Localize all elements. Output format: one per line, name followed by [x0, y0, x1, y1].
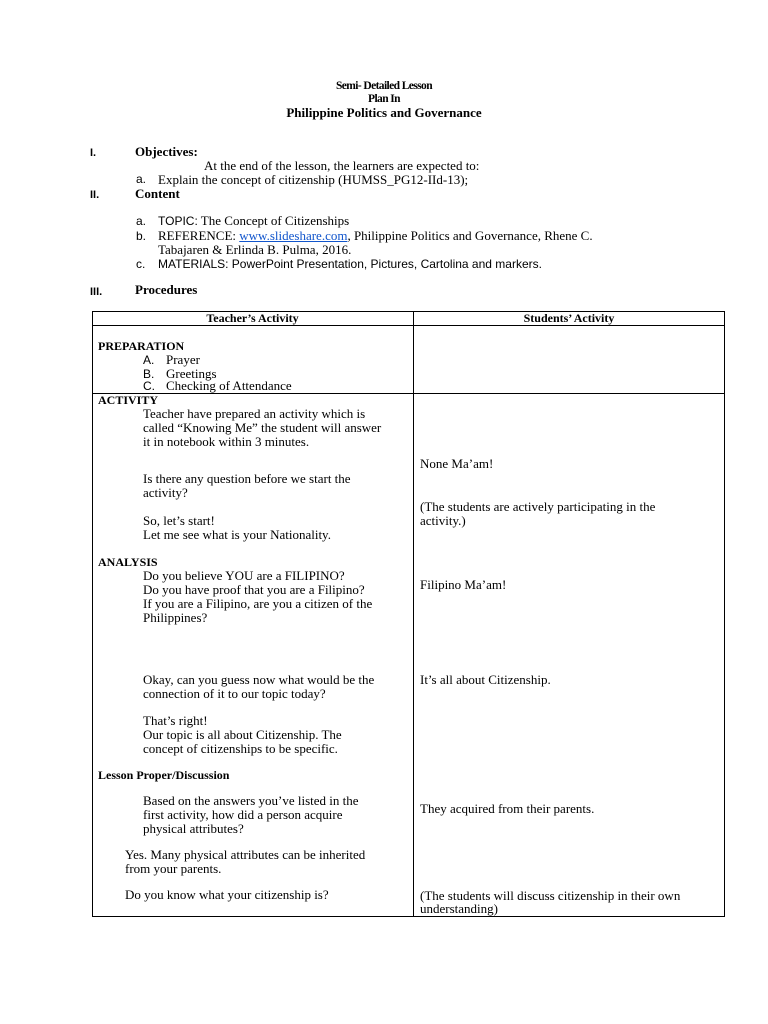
prep-marker-c: C.: [143, 379, 155, 393]
discussion-teacher-inherited: from your parents.: [125, 861, 222, 876]
discussion-student-note: (The students will discuss citizenship in their own: [420, 888, 681, 903]
reference-link[interactable]: www.slideshare.com: [239, 228, 348, 243]
analysis-teacher-topic: concept of citizenships to be specific.: [143, 741, 338, 756]
content-ref-label: REFERENCE:: [158, 228, 237, 243]
discussion-teacher-inherited: Yes. Many physical attributes can be inherited: [125, 847, 366, 862]
analysis-teacher-topic: Our topic is all about Citizenship. The: [143, 727, 342, 742]
objective-item-marker: a.: [136, 172, 147, 186]
content-ref-marker: b.: [136, 229, 147, 243]
activity-teacher-question: Is there any question before we start the: [143, 471, 351, 486]
prep-item-attendance: Checking of Attendance: [166, 378, 292, 393]
section-numeral-content: II.: [90, 189, 100, 201]
content-mat-marker: c.: [136, 257, 146, 271]
analysis-teacher-question: Do you believe YOU are a FILIPINO?: [143, 568, 345, 583]
discussion-student-note: understanding): [420, 901, 498, 916]
section-numeral-procedures: III.: [90, 286, 103, 298]
prep-marker-b: B.: [143, 367, 155, 381]
discussion-student-response: They acquired from their parents.: [420, 801, 595, 816]
activity-student-note: activity.): [420, 513, 466, 528]
content-heading: Content: [135, 186, 180, 201]
section-numeral-objectives: I.: [90, 147, 97, 159]
col-header-students: Students’ Activity: [523, 311, 615, 325]
activity-teacher-start: So, let’s start!: [143, 513, 215, 528]
table-border-left: [92, 311, 93, 917]
discussion-teacher-question: physical attributes?: [143, 821, 244, 836]
discussion-heading: Lesson Proper/Discussion: [98, 768, 230, 782]
activity-student-note: (The students are actively participating in the: [420, 499, 656, 514]
prep-item-prayer: Prayer: [166, 352, 200, 367]
analysis-teacher-question: Philippines?: [143, 610, 208, 625]
content-mat-label: MATERIALS:: [158, 257, 229, 271]
analysis-teacher-question: If you are a Filipino, are you a citizen of the: [143, 596, 373, 611]
content-ref-rest: , Philippine Politics and Governance, Rhene C.: [347, 228, 593, 243]
activity-teacher-text: it in notebook within 3 minutes.: [143, 434, 310, 449]
objective-item-text: Explain the concept of citizenship (HUMSS_PG12-IId-13);: [158, 172, 469, 187]
analysis-heading: ANALYSIS: [98, 555, 158, 569]
activity-teacher-text: Teacher have prepared an activity which is: [143, 406, 366, 421]
content-topic: [158, 213, 349, 229]
doc-title-subject: Philippine Politics and Governance: [286, 105, 482, 120]
table-border-bottom: [92, 916, 725, 917]
prep-marker-a: A.: [143, 353, 155, 367]
procedures-heading: Procedures: [135, 282, 198, 297]
discussion-teacher-question: first activity, how did a person acquire: [143, 807, 343, 822]
content-ref-line2: Tabajaren & Erlinda B. Pulma, 2016.: [158, 242, 352, 257]
discussion-teacher-question: Based on the answers you’ve listed in the: [143, 793, 359, 808]
analysis-teacher-question: Do you have proof that you are a Filipino?: [143, 582, 365, 597]
doc-title-line2: Plan In: [368, 93, 400, 105]
prep-item-greetings: Greetings: [166, 366, 217, 381]
content-materials: [158, 256, 542, 272]
content-topic-marker: a.: [136, 214, 147, 228]
preparation-heading: PREPARATION: [98, 339, 185, 353]
analysis-teacher-connection: connection of it to our topic today?: [143, 686, 326, 701]
discussion-teacher-citizenship: Do you know what your citizenship is?: [125, 887, 329, 902]
analysis-student-response: Filipino Ma’am!: [420, 577, 507, 592]
col-header-teacher: Teacher’s Activity: [206, 311, 299, 325]
content-topic-label: TOPIC:: [158, 214, 198, 228]
analysis-teacher-topic: That’s right!: [143, 713, 208, 728]
objectives-intro: At the end of the lesson, the learners are expected to:: [204, 158, 480, 173]
content-topic-text: The Concept of Citizenships: [197, 213, 350, 228]
table-row-divider: [92, 393, 725, 394]
objectives-heading: Objectives:: [135, 144, 198, 159]
doc-title-line1: Semi- Detailed Lesson: [335, 80, 432, 92]
table-column-divider: [413, 311, 414, 917]
activity-student-response: None Ma’am!: [420, 456, 494, 471]
analysis-teacher-connection: Okay, can you guess now what would be the: [143, 672, 375, 687]
content-mat-text: PowerPoint Presentation, Pictures, Cartolina and markers.: [228, 257, 542, 271]
table-border-right: [724, 311, 725, 917]
activity-teacher-start: Let me see what is your Nationality.: [143, 527, 331, 542]
activity-teacher-question: activity?: [143, 485, 188, 500]
activity-heading: ACTIVITY: [98, 393, 159, 407]
activity-teacher-text: called “Knowing Me” the student will answer: [143, 420, 382, 435]
analysis-student-topic: It’s all about Citizenship.: [420, 672, 551, 687]
